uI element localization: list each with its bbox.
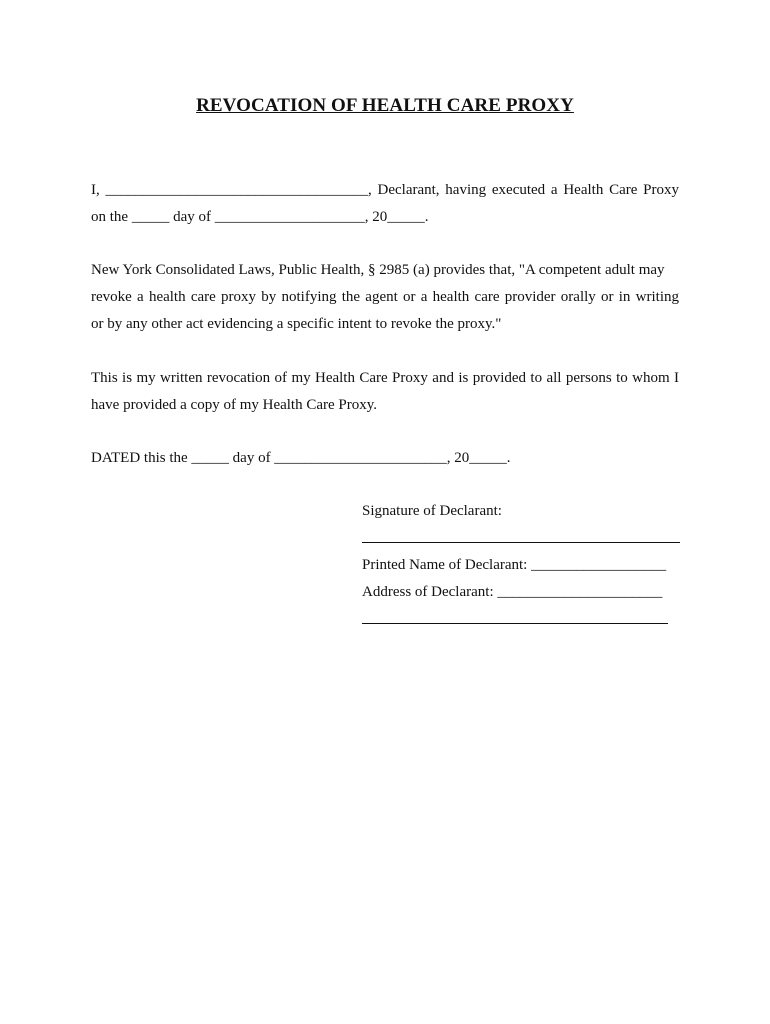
- signature-line: [362, 542, 680, 543]
- statute-line-1: New York Consolidated Laws, Public Health, § 2985 (a) provides that, "A competent adult may: [91, 262, 665, 278]
- declarant-intro-line-2: on the _____ day of ____________________, 20_____.: [91, 209, 429, 225]
- printed-name-field: Printed Name of Declarant: __________________: [362, 557, 667, 573]
- signature-label: Signature of Declarant:: [362, 503, 502, 519]
- statute-line-2: revoke a health care proxy by notifying the agent or a health care provider orally or in writing: [91, 289, 679, 305]
- address-field: Address of Declarant: ______________________: [362, 584, 663, 600]
- revocation-statement-line-2: have provided a copy of my Health Care Proxy.: [91, 397, 378, 413]
- revocation-statement-line-1: This is my written revocation of my Health Care Proxy and is provided to all persons to whom I: [91, 370, 679, 386]
- document-title: REVOCATION OF HEALTH CARE PROXY: [196, 95, 574, 116]
- dated-line: DATED this the _____ day of _______________________, 20_____.: [91, 450, 511, 466]
- declarant-intro-line-1: I, ___________________________________, Declarant, having executed a Health Care Proxy: [91, 182, 679, 198]
- statute-line-3: or by any other act evidencing a specific intent to revoke the proxy.": [91, 316, 502, 332]
- address-continuation-line: [362, 623, 668, 624]
